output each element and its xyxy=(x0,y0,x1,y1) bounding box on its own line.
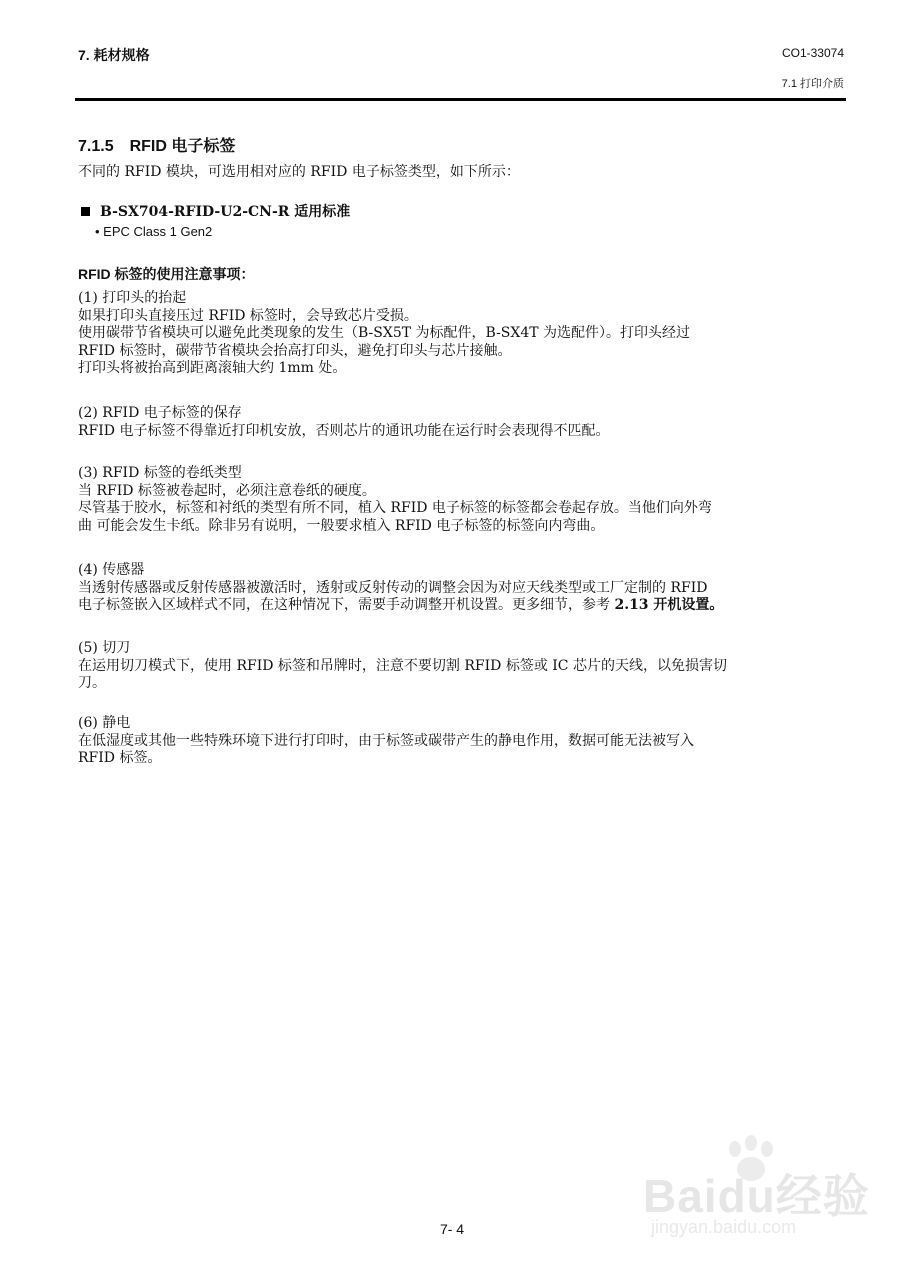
note-1 xyxy=(78,290,848,378)
note-title: (3) RFID 标签的卷纸类型 xyxy=(78,465,242,481)
section-number: 7.1.5 xyxy=(78,138,114,155)
header-subsection: 7.1 打印介质 xyxy=(781,78,844,90)
note-5 xyxy=(78,640,848,693)
note-line: 如果打印头直接压过 RFID 标签时，会导致芯片受损。 xyxy=(78,307,418,324)
note-line: 打印头将被抬高到距离滚轴大约 1mm 处。 xyxy=(78,360,347,376)
note-line: 电子标签嵌入区域样式不同，在这种情况下，需要手动调整开机设置。更多细节，参考 xyxy=(78,597,615,613)
watermark-logo: Baidu经验 xyxy=(643,1170,870,1222)
square-bullet-icon xyxy=(81,207,90,216)
note-title: (1) 打印头的抬起 xyxy=(78,290,187,306)
note-4 xyxy=(78,562,848,615)
watermark-url: jingyan.baidu.com xyxy=(651,1217,797,1237)
standard-heading-text: B-SX704-RFID-U2-CN-R 适用标准 xyxy=(100,204,351,220)
note-6 xyxy=(78,715,848,768)
note-line: 当透射传感器或反射传感器被激活时，透射或反射传动的调整会因为对应天线类型或工厂定制的 RFID xyxy=(78,579,708,596)
note-line: 当 RFID 标签被卷起时，必须注意卷纸的硬度。 xyxy=(78,482,376,499)
note-line-with-ref xyxy=(78,597,848,615)
note-line: 在运用切刀模式下，使用 RFID 标签和吊牌时，注意不要切割 RFID 标签或 IC 芯片的天线，以免损害切 xyxy=(78,657,727,674)
note-line: 刀。 xyxy=(78,675,106,691)
baidu-watermark xyxy=(643,1135,883,1250)
header-rule xyxy=(75,98,846,101)
note-title: (6) 静电 xyxy=(78,715,131,731)
note-line: 在低湿度或其他一些特殊环境下进行打印时，由于标签或碳带产生的静电作用，数据可能无法被写入 xyxy=(78,732,694,749)
header-doc-code: CO1-33074 xyxy=(781,46,844,60)
note-line: RFID 标签时，碳带节省模块会抬高打印头，避免打印头与芯片接触。 xyxy=(78,342,512,359)
standard-heading xyxy=(78,201,350,221)
note-title: (5) 切刀 xyxy=(78,640,131,656)
note-title: (4) 传感器 xyxy=(78,562,145,578)
note-2 xyxy=(78,405,848,440)
note-line: RFID 电子标签不得靠近打印机安放，否则芯片的通讯功能在运行时会表现得不匹配。 xyxy=(78,422,610,439)
header-chapter: 7. 耗材规格 xyxy=(78,47,150,63)
note-line: 使用碳带节省模块可以避免此类现象的发生（B-SX5T 为标配件，B-SX4T 为选配件）。打印头经过 xyxy=(78,325,691,341)
standard-bullet: • EPC Class 1 Gen2 xyxy=(95,224,213,239)
note-3 xyxy=(78,465,848,535)
note-title: (2) RFID 电子标签的保存 xyxy=(78,405,242,421)
cross-reference-link[interactable]: 2.13 开机设置。 xyxy=(614,597,724,613)
note-line: 曲 可能会发生卡纸。除非另有说明，一般要求植入 RFID 电子标签的标签向内弯曲。 xyxy=(78,517,605,534)
section-title-text: RFID 电子标签 xyxy=(129,138,236,155)
section-title xyxy=(78,133,235,156)
page-number: 7- 4 xyxy=(439,1221,465,1237)
intro-paragraph: 不同的 RFID 模块，可选用相对应的 RFID 电子标签类型，如下所示： xyxy=(78,164,520,180)
note-line: RFID 标签。 xyxy=(78,750,162,766)
note-line: 尽管基于胶水，标签和衬纸的类型有所不同，植入 RFID 电子标签的标签都会卷起存放。当他们向外弯 xyxy=(78,500,712,516)
notes-title: RFID 标签的使用注意事项： xyxy=(78,266,255,282)
